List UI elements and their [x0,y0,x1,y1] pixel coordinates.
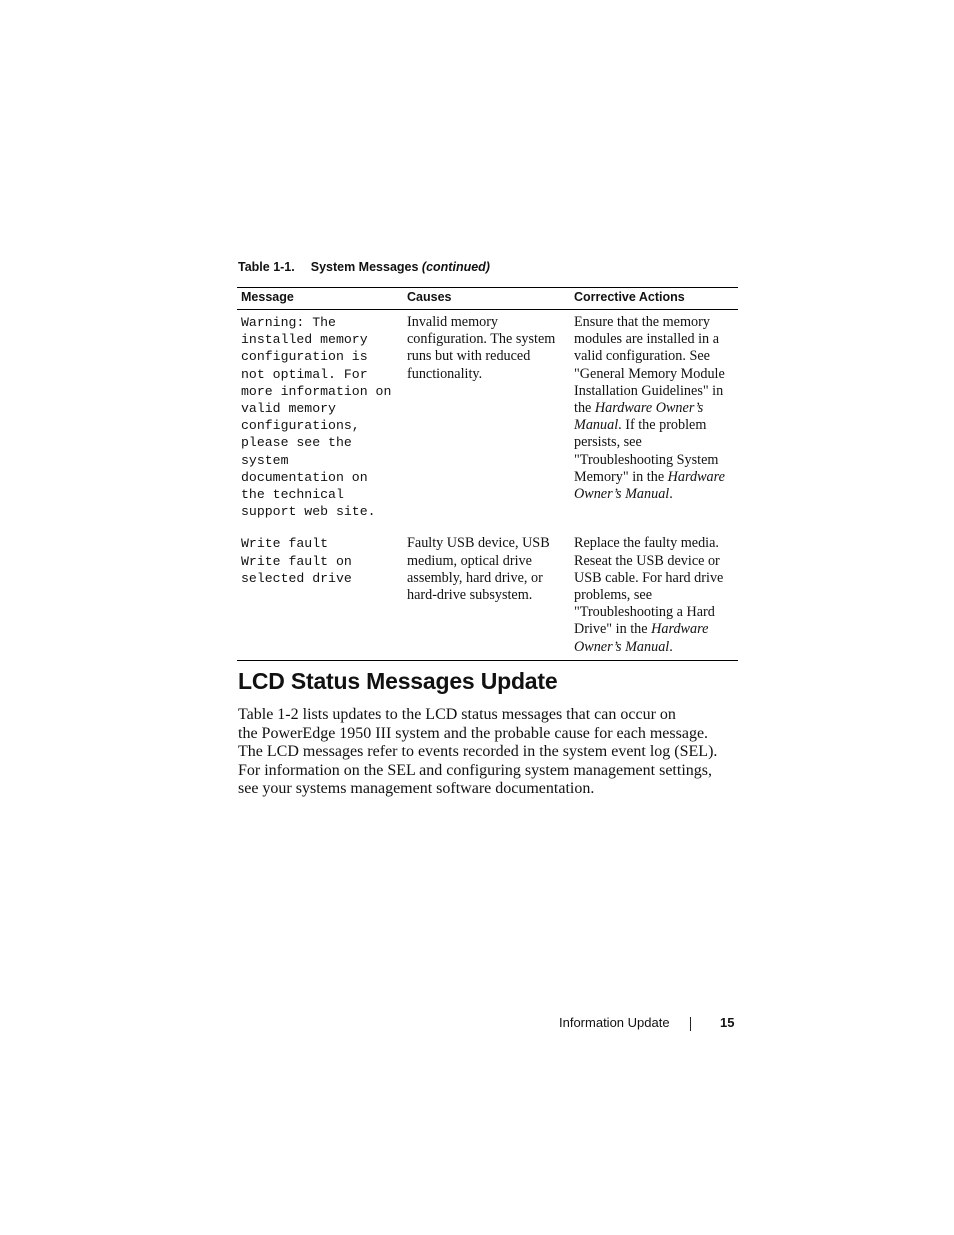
paragraph-line: Table 1-2 lists updates to the LCD status messages that can occur on [238,706,676,723]
paragraph-line: see your systems management software documentation. [238,780,595,798]
manual-title: Hardware Owner’s Manual [574,468,725,503]
actions-text: . [669,486,673,503]
actions-cell [570,532,738,660]
table-title: System Messages [310,260,419,274]
actions-text: Ensure that the memory modules are installed in a valid configuration. See "General Memory Module Installation Guidelines" in the [574,314,725,417]
table-continued: (continued) [421,260,490,274]
page-number: 15 [720,1015,735,1030]
paragraph-line: the PowerEdge 1950 III system and the probable cause for each message. [238,724,709,742]
header-message: Message [237,288,403,310]
message-cell [237,310,403,533]
section-heading: LCD Status Messages Update [238,668,558,694]
table-header-row [237,288,738,310]
table-caption [238,260,490,274]
paragraph-line: The LCD messages refer to events recorded in the system event log (SEL). [238,743,718,761]
table-row [237,532,738,660]
table-row [237,310,738,533]
actions-text: . If the problem persists, see "Troubleshooting System Memory" in the [574,417,719,485]
footer-separator [690,1017,691,1031]
paragraph-line: For information on the SEL and configuring system management settings, [238,761,712,779]
footer-label: Information Update [559,1015,670,1030]
manual-title: Hardware Owner’s Manual [574,400,704,434]
header-corrective-actions: Corrective Actions [570,288,738,310]
causes-cell: Invalid memory configuration. The system runs but with reduced functionality. [407,314,556,382]
table-label: Table 1-1. [238,260,295,274]
message-text: Warning: The installed memory configuration is not optimal. For more information on valid memory configurations, please see the system documentation on the technical support web site. [241,315,392,520]
actions-text: Replace the faulty media. Reseat the USB device or USB cable. For hard drive problems, see "Troubleshooting a Hard Drive" in the [574,535,724,638]
message-cell [237,532,403,660]
section-paragraph [238,706,738,799]
actions-text: . [669,638,673,655]
message-text: Write fault [241,536,329,552]
message-text: Write fault on selected drive [241,553,352,586]
header-causes: Causes [403,288,570,310]
actions-cell [570,310,738,533]
system-messages-table [237,287,738,661]
manual-title: Hardware Owner’s Manual [574,621,709,655]
causes-cell: Faulty USB device, USB medium, optical drive assembly, hard drive, or hard-drive subsystem. [403,532,570,660]
